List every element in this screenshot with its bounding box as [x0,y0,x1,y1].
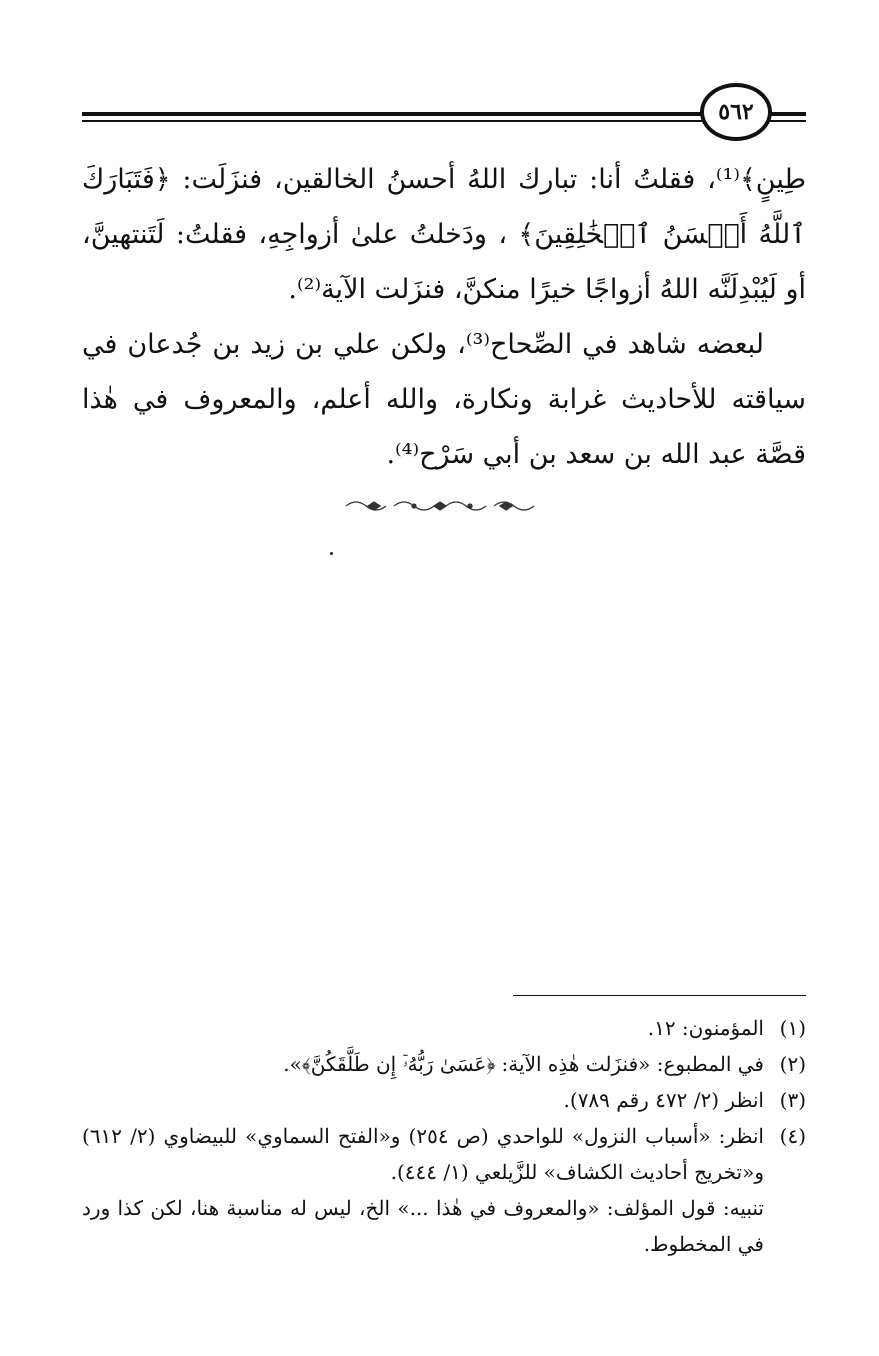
footnote-2 [82,1046,806,1082]
footnote-text: في المطبوع: «فنزَلت هٰذِه الآية: ﴿عَسَىٰ رَبُّهُۥٓ إِن طَلَّقَكُنَّ﴾». [283,1052,764,1076]
footnote-4 [82,1118,806,1190]
stray-mark [330,552,333,555]
footnotes [82,1010,806,1262]
page-number: ٥٦٢ [718,99,754,125]
footnote-number: (٤) [779,1124,806,1148]
footnote-separator [513,995,806,996]
footnote-text: انظر (٢/ ٤٧٢ رقم ٧٨٩). [563,1088,764,1112]
footnote-note: تنبيه: قول المؤلف: «والمعروف في هٰذا ...» الخ، ليس له مناسبة هنا، لكن كذا ورد في المخطوط. [82,1196,764,1256]
main-text [82,152,806,482]
footnote-number: (١) [779,1016,806,1040]
footnote-3 [82,1082,806,1118]
paragraph-2: لبعضه شاهد في الصِّحاح⁽³⁾، ولكن علي بن زيد بن جُدعان في سياقته للأحاديث غرابة ونكارة، والله أعلم، والمعروف في هٰذا قصَّة عبد الله بن سعد بن أبي سَرْح⁽⁴⁾. [82,329,806,470]
section-divider-ornament [340,494,540,518]
footnote-number: (٢) [779,1052,806,1076]
paragraph-1: طِينٍ﴾⁽¹⁾، فقلتُ أنا: تبارك اللهُ أحسنُ الخالقين، فنزَلَت: ﴿فَتَبَارَكَ ٱللَّهُ أَحۡسَنُ ٱلۡخَٰلِقِينَ﴾ ، ودَخلتُ علىٰ أزواجِهِ، فقلتُ: لَتَنتهينَّ، أو لَيُبْدِلَنَّه اللهُ أزواجًا خيرًا منكنَّ، فنزَلت الآية⁽²⁾. [82,164,806,305]
footnote-text: المؤمنون: ١٢. [647,1016,764,1040]
footnote-text: انظر: «أسباب النزول» للواحدي (ص ٢٥٤) و«الفتح السماوي» للبيضاوي (٢/ ٦١٢) و«تخريج أحاديث الكشاف» للزَّيلعي (١/ ٤٤٤). [82,1124,764,1184]
footnote-1 [82,1010,806,1046]
header-rule [82,112,712,122]
page-number-badge [700,83,772,141]
footnote-number: (٣) [779,1088,806,1112]
